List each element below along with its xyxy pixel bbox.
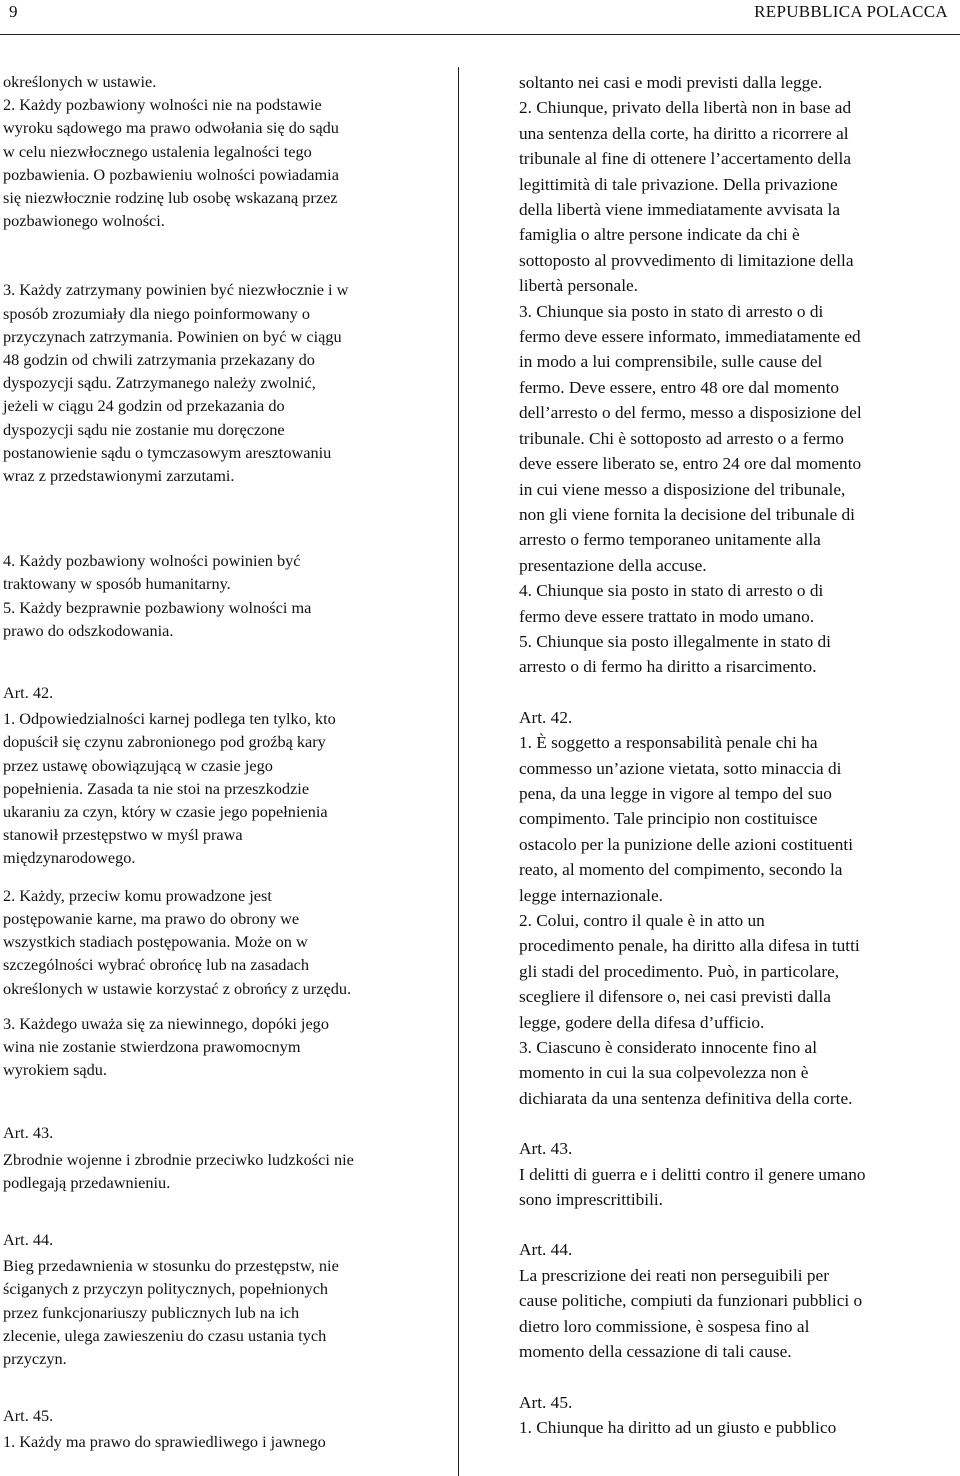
italian-column [519,70,959,1440]
it-art41-paras: soltanto nei casi e modi previsti dalla legge. 2. Chiunque, privato della libertà non in base ad una sentenza della corte, ha diritto a ricorrere al tribunale al fine di ottenere l’accertamento della legittimità di tale privazione. Della privazione della libertà viene immediatamente avvisata la famiglia o altre persone indicate da chi è sottoposto al provvedimento di limitazione della libertà personale. 3. Chiunque sia posto in stato di arresto o di fermo deve essere informato, immediatamente ed in modo a lui comprensibile, sulle cause del fermo. Deve essere, entro 48 ore dal momento dell’arresto o del fermo, messo a disposizione del tribunale. Chi è sottoposto ad arresto o a fermo deve essere liberato se, entro 24 ore dal momento in cui viene messo a disposizione del tribunale, non gli viene fornita la decisione del tribunale di arresto o fermo temporaneo unitamente alla presentazione della accuse. 4. Chiunque sia posto in stato di arresto o di fermo deve essere trattato in modo umano. 5. Chiunque sia posto illegalmente in stato di arresto o di fermo ha diritto a risarcimento. [519,73,862,677]
pl-art42-heading: Art. 42. [3,683,54,703]
it-art42-paras: 1. È soggetto a responsabilità penale chi ha commesso un’azione vietata, sotto minaccia di pena, da una legge in vigore al tempo del suo compimento. Tale principio non costituisce ostacolo per la punizione delle azioni costituenti reato, al momento del compimento, secondo la legge internazionale. 2. Colui, contro il quale è in atto un procedimento penale, ha diritto alla difesa in tutti gli stadi del procedimento. Può, in particolare, scegliere il difensore o, nei casi previsti dalla legge, godere della difesa d’ufficio. 3. Ciascuno è considerato innocente fino al momento in cui la sua colpevolezza non è dichiarata da una sentenza definitiva della corte. [519,733,860,1108]
pl-art41-para-3: 3. Każdy zatrzymany powinien być niezwłocznie i w sposób zrozumiały dla niego poinformowany o przyczynach zatrzymania. Powinien on być w ciągu 48 godzin od chwili zatrzymania przekazany do dyspozycji sądu. Zatrzymanego należy zwolnić, jeżeli w ciągu 24 godzin od przekazania do dyspozycji sądu nie zostanie mu doręczone postanowienie sądu o tymczasowym aresztowaniu wraz z przedstawionymi zarzutami. [3,280,349,486]
pl-art42-para-3: 3. Każdego uważa się za niewinnego, dopóki jego wina nie zostanie stwierdzona prawomocnym wyrokiem sądu. [3,1013,329,1080]
it-art43-heading: Art. 43. [519,1139,573,1159]
pl-art44-heading: Art. 44. [3,1229,54,1249]
column-divider [458,67,459,1476]
it-art42-heading: Art. 42. [519,707,573,727]
page-number: 9 [9,2,18,21]
pl-art45-heading: Art. 45. [3,1406,54,1426]
pl-art45-para: 1. Każdy ma prawo do sprawiedliwego i jawnego [3,1432,326,1452]
it-art44-heading: Art. 44. [519,1240,573,1260]
header-rule [0,34,960,35]
pl-art41-para-4-5: 4. Każdy pozbawiony wolności powinien być traktowany w sposób humanitarny. 5. Każdy bezprawnie pozbawiony wolności ma prawo do odszkodowania. [3,551,312,640]
it-art44-para: La prescrizione dei reati non perseguibili per cause politiche, compiuti da funzionari pubblici o dietro loro commissione, è sospesa fino al momento della cessazione di tali cause. [519,1265,863,1362]
pl-art42-para-1: 1. Odpowiedzialności karnej podlega ten tylko, kto dopuścił się czynu zabronionego pod groźbą kary przez ustawę obowiązującą w czasie jego popełnienia. Zasada ta nie stoi na przeszkodzie ukaraniu za czyn, który w czasie jego popełnienia stanowił przestępstwo w myśl prawa międzynarodowego. [3,709,336,868]
it-art43-para: I delitti di guerra e i delitti contro il genere umano sono imprescrittibili. [519,1164,866,1210]
pl-art43-para: Zbrodnie wojenne i zbrodnie przeciwko ludzkości nie podlegają przedawnieniu. [3,1149,354,1192]
pl-art42-para-2: 2. Każdy, przeciw komu prowadzone jest postępowanie karne, ma prawo do obrony we wszystkich stadiach postępowania. Może on w szczególności wybrać obrońcę lub na zasadach określonych w ustawie korzystać z obrońcy z urzędu. [3,885,352,998]
pl-art41-para-1-2: określonych w ustawie. 2. Każdy pozbawiony wolności nie na podstawie wyroku sądowego ma prawo odwołania się do sądu w celu niezwłocznego ustalenia legalności tego pozbawienia. O pozbawieniu wolności powiadamia się niezwłocznie rodzinę lub osobę wskazaną przez pozbawionego wolności. [3,72,339,231]
it-art45-heading: Art. 45. [519,1392,573,1412]
polish-column [3,70,443,1454]
running-header: REPUBBLICA POLACCA [754,2,948,21]
pl-art43-heading: Art. 43. [3,1123,54,1143]
it-art45-para: 1. Chiunque ha diritto ad un giusto e pubblico [519,1417,837,1437]
pl-art44-para: Bieg przedawnienia w stosunku do przestępstw, nie ściganych z przyczyn politycznych, popełnionych przez funkcjonariuszy publicznych lub na ich zlecenie, ulega zawieszeniu do czasu ustania tych przyczyn. [3,1256,339,1368]
